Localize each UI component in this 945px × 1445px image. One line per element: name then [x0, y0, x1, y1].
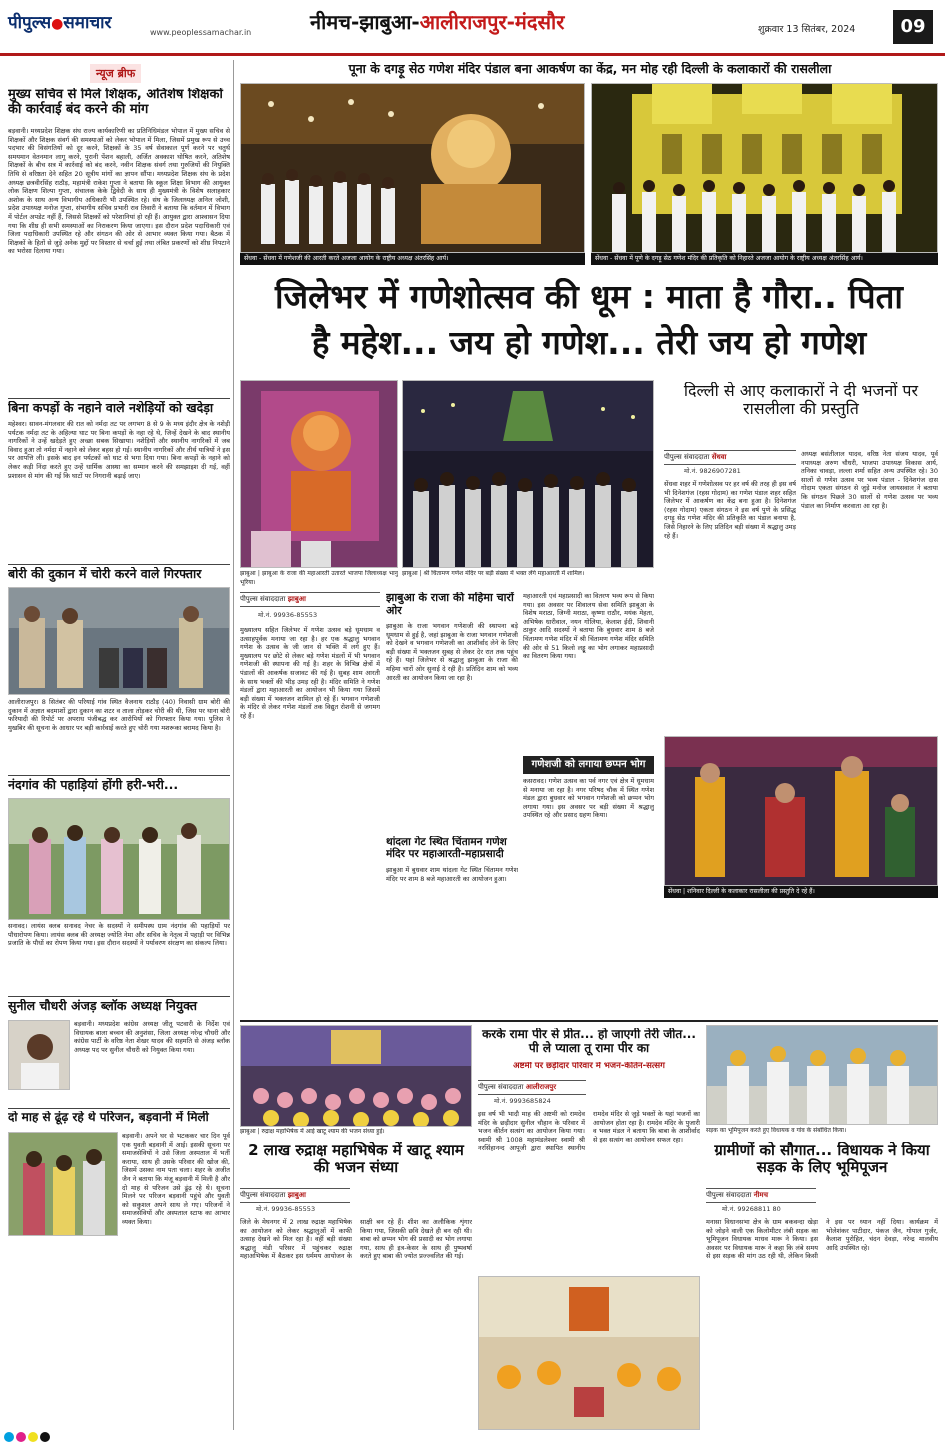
page-number: 09	[893, 10, 933, 44]
plantation-photo	[8, 798, 230, 920]
bottom-right-mobile: मो.नं. 99268811 80	[722, 1205, 781, 1213]
bottom-mid-byline: पीपुल्स संवाददाता आलीराजपुर	[478, 1080, 586, 1095]
mid-col3-head: गणेशजी को लगाया छप्पन भोग	[523, 756, 654, 774]
mid-col2b: झाबुआ में बुधवार शाम थांदला गेट स्थित चिंतामन गणेश मंदिर पर शाम 8 बजे महाआरती का आयोजन हुआ।	[386, 866, 518, 883]
temple-caption: सेंधवा - सेंधवा में पूणे के दगड़ू सेठ गणेश मंदिर की प्रतिकृति को निहारते अजजा आयोग के राष्ट्रीय अध्यक्ष अंतरसिंह आर्य।	[591, 253, 938, 265]
bottom-right-byline: पीपुल्स संवाददाता नीमच	[706, 1188, 816, 1203]
mid-col2-head: झाबुआ के राजा की महिमा चारों ओर	[386, 592, 514, 617]
issue-date: शुक्रवार 13 सितंबर, 2024	[758, 24, 856, 35]
bhajan-sandhya-headline: 2 लाख रुद्राक्ष महाभिषेक में खाटू श्याम की भजन संध्या	[248, 1142, 464, 1177]
top-story-headline: पूना के दगड़ू सेठ गणेश मंदिर पंडाल बना आकर्षण का केंद्र, मन मोह रही दिल्ली के कलाकारों की रासलीला	[348, 62, 832, 76]
family-photo	[8, 1132, 118, 1236]
registration-mark	[16, 1432, 26, 1442]
story-body-teachers: बड़वानी। मध्यप्रदेश शिक्षक संघ राज्य कार्यकारिणी का प्रतिनिधिमंडल भोपाल में मुख्य सचिव से शिक्षकों और शिक्षक संवर्ग की समस्याओं को लेकर भोपाल में मिला, जिसमें प्रमुख रूप से उच्च पदभार की विसंगतियों को दूर करने, शिक्षकों के 35 वर्ष सेवाकाल पूर्ण करने पर चतुर्थ समयमान वेतनमान लागू करने, पुरानी पेंशन बहाली, अर्जित अवकाश घोषित करने, अतिशेष शिक्षकों के बीच सत्र में कार्रवाई को बंद करने, नवीन शिक्षक संवर्ग तथा गुरुजियों की नियुक्ति तिथि से वरिष्ठता देने सहित 20 सूत्रीय मांगों का ज्ञापन सौंपा। मध्यप्रदेश शिक्षक संघ के प्रदेश अध्यक्ष छत्रवीरसिंह राठौड़, महामंत्री राकेश गुप्ता ने बताया कि स्कूल शिक्षा विभाग की आयुक्त लोक शिक्षण शिल्पा गुप्ता, संचालक केके द्विवेदी के साथ ही मुख्यमंत्री के विशेष सलाहकार अशोक के साथ अन्य विभागीय अधिकारी भी उपस्थित रहे। संघ के जिलाध्यक्ष अनिल जोशी, प्रदेश उपाध्यक्ष मनोज गुप्ता, संभागीय सचिव प्रभारी राव तिवारी ने बताया कि वर्तमान में विभाग में पोर्टल अपडेट नहीं हैं, जिससे शिक्षकों को परेशानियां हो रही हैं। आयुक्त द्वारा आश्वासन दिया गया कि शीघ्र ही सभी समस्याओं का निराकरण किया जाएगा। इस दौरान प्रदेश पदाधिकारी एवं जिला पदाधिकारी उपस्थित रहे और संगठन की ओर से आभार व्यक्त किया गया। बैठक में शिक्षकों के हितों से जुड़े अनेक मुद्दों पर विस्तार से चर्चा हुई तथा लंबित प्रकरणों को शीघ्र निपटाने का भरोसा दिलाया गया।	[8, 127, 230, 256]
raasleela-caption: सेंधवा | शनिवार दिल्ली के कलाकार रासलीला की प्रस्तुति दे रहे हैं।	[664, 886, 938, 898]
mid-col3: महाआरती एवं महाप्रसादी का वितरण भव्य रूप से किया गया। इस अवसर पर शिवालय सेवा समिति झाबुआ के विशेष मराठा, जिग्नी मराठा, कृष्णा राठौर, मयंक मेहता, अभिषेक धारीवाल, नयन गोलिया, केलाश ईदी, शिवानी ठाकुर आदि सदस्यों ने बताया कि बुधवार शाम 8 बजे चिंतामण गणेश मंदिर में श्री चिंतामण गणेश मंदिर समिति की ओर से 51 किलो लड्डू का भोग लगाकर महाप्रसादी का वितरण किया गया।	[523, 592, 654, 661]
right-story-headline: दिल्ली से आए कलाकारों ने दी भजनों पर रासलीला की प्रस्तुति	[683, 382, 919, 419]
jhabua-raja-caption: झाबुआ | झाबुआ के राजा की महाआरती उतारते भाजपा जिलाध्यक्ष भानु भूरिया।	[240, 570, 398, 586]
mid-col2b-head: थांदला गेट स्थित चिंतामन गणेश मंदिर पर महाआरती-महाप्रसादी	[386, 836, 507, 861]
registration-mark	[40, 1432, 50, 1442]
story-body-plantation: सनावद। लायंस क्लब सनावद नेचर के सदस्यों ने समीपस्थ ग्राम नंदगांव की पहाड़ियों पर पौधारोपण किया। लायंस क्लब की अध्यक्ष ज्योति नेमा और सचिव के नेतृत्व में पहाड़ी पर विभिन्न प्रजाति के पौधों का रोपण किया गया। इस दौरान सदस्यों ने पर्यावरण संरक्षण का संकल्प लिया।	[8, 922, 230, 948]
story-head-teachers: मुख्य सचिव से मिले शिक्षक, अतिशेष शिक्षकों की कार्रवाई बंद करने की मांग	[8, 88, 223, 117]
bhajan-sandhya-photo	[240, 1025, 472, 1127]
website-url: www.peoplessamachar.in	[150, 28, 252, 37]
aarti-photo	[240, 83, 585, 253]
temple-photo	[591, 83, 938, 253]
newspaper-logo: पीपुल्स●समाचार	[8, 13, 112, 33]
right-mobile: मो.नं. 9826907281	[684, 467, 741, 475]
raasleela-photo	[664, 736, 938, 886]
ramapir-headline: करके रामा पीर से प्रीत... हो जाएगी तेरी जीत... पी ले प्याला तू रामा पीर का	[482, 1028, 696, 1055]
bhoomipujan-headline: ग्रामीणों को सौगात... विधायक ने किया सड़क के लिए भूमिपूजन	[714, 1142, 930, 1177]
story-head-found: दो माह से ढूंढ़ रहे थे परिजन, बड़वानी में मिली	[8, 1111, 209, 1124]
bhoomipujan-body: मनासा विधानसभा क्षेत्र के ग्राम बकवन्दा खेड़ा को जोड़ने वाली एक किलोमीटर लंबी सड़क का भूमिपूजन विधायक माधव मारू ने किया। इस अवसर पर विधायक मारू ने कहा कि लंबे समय से इस सड़क की मांग उठ रही थी, लेकिन किसी ने इस पर ध्यान नहीं दिया। कार्यक्रम में भोलेशंकर पाटीदार, पंकज जैन, गोपाल गुर्जर, कैलाश पुरोहित, चंदन देवड़ा, नरेन्द्र मालवीय आदि उपस्थित रहे।	[706, 1218, 938, 1261]
right-col2: अध्यक्ष बसंतीलाल यादव, वरिष्ठ नेता संजय यादव, पूर्व नपाध्यक्ष अरुण चौधरी, भाजपा उपाध्यक्ष विकास आर्य, तनिका चावड़ा, लल्ला शर्मा सहित अन्य उपस्थित रहे। 30 सालों से गणेश उत्सव पर भव्य पंडाल - दिनेशगंज दास गोदाम एकता संगठन से जुड़े मनोज जायसवाल ने बताया कि संगठन पिछले 30 सालों से गणेश उत्सव पर भव्य पंडाल का निर्माण करवाता आ रहा है।	[801, 450, 938, 510]
mid-mobile: मो.नं. 99936-85553	[258, 611, 318, 619]
banner-headline-line1: जिलेभर में गणेशोत्सव की धूम : माता है गौरा.. पिता	[275, 278, 903, 316]
bhajan-sandhya-caption: झाबुआ | रुद्राक्ष महाभिषेक में आई खाटू श्याम की भजन संध्या हुई।	[240, 1128, 385, 1135]
bhoomipujan-caption: सड़क का भूमिपूजन करते हुए विधायक व गांव के संबोधित किया।	[706, 1127, 847, 1134]
news-brief-tag: न्यूज ब्रीफ	[90, 64, 141, 83]
bottom-left-mobile: मो.नं. 99936-85553	[256, 1205, 316, 1213]
column-divider	[233, 60, 234, 1430]
mid-col3b: कसरावद। गणेश उत्सव का पर्व नगर एवं क्षेत्र में धूमधाम से मनाया जा रहा है। नगर परिषद चौक में स्थित गणेश मंडल द्वारा बुधवार को भगवान गणेशजी को छप्पन भोग लगाया गया। इस अवसर पर बड़ी संख्या में श्रद्धालु उपस्थित रहे और प्रसाद ग्रहण किया।	[523, 777, 654, 820]
story-body-theft: आलीराजपुर। 8 सितंबर की परियाई गांव स्थित वैजनाथ राठौड़ (40) निवासी ग्राम बोरी की दुकान में अज्ञात बदमाशों द्वारा दुकान का शटर व ताला तोड़कर चोरी की थी, जिस पर थाना बोरी फरियादी की रिपोर्ट पर अपराध पंजीबद्ध कर आरोपियों को गिरफ्तार किया गया। पुलिस ने मुखबिर की सूचना के आधार पर बड़ी कार्रवाई करते हुए चोरी गया मशरूका बरामद किया है।	[8, 698, 230, 732]
bhajan-sandhya-body: जिले के मेघनगर में 2 लाख रुद्राक्ष महाभिषेक का आयोजन को लेकर श्रद्धालुओं में काफी उत्साह देखने को मिल रहा है। वहीं बड़ी संख्या श्रद्धालु मंडी परिसर में पहुंचकर रुद्राक्ष महाअभिषेक में बैठकर इस धर्ममय आयोजन के साक्षी बन रहे हैं। शीश का अलौकिक शृंगार किया गया, जिसकी छवि देखते ही बन रही थी। बाबा को छप्पन भोग की प्रसादी का भोग लगाया गया, साथ ही इत्र-केसर के साथ ही पुष्पवर्षा करते हुए बाबा की ज्योत प्रज्ज्वलित की गई।	[240, 1218, 472, 1261]
ramapir-subhead: अष्टमी पर छड़ीदार परिवार में भजन-कीर्तन-सत्संग	[513, 1062, 665, 1071]
aarti-caption: सेंधवा - सेंधवा में गणेशजी की आरती करते अजजा आयोग के राष्ट्रीय अध्यक्ष अंतरसिंह आर्य।	[240, 253, 585, 265]
satsang-photo	[478, 1276, 700, 1430]
story-body-appointment: बड़वानी। मध्यप्रदेश कांग्रेस अध्यक्ष जीतू पटवारी के निर्देश एवं विधायक बाला बच्चन की अनुशंसा, जिला अध्यक्ष नरेन्द्र चौधरी और कांग्रेस पार्टी के वरिष्ठ नेता शेखर यादव की सहमति से अंजड़ ब्लॉक अध्यक्ष पद पर सुनील चौधरी को नियुक्त किया गया।	[74, 1020, 230, 1054]
portrait-photo	[8, 1020, 70, 1090]
edition-title: नीमच-झाबुआ-आलीराजपुर-मंदसौर	[310, 10, 565, 34]
bhoomipujan-photo	[706, 1025, 938, 1125]
story-head-plantation: नंदगांव की पहाड़ियां होंगी हरी-भरी...	[8, 778, 179, 792]
banner-headline-line2: है महेश... जय हो गणेश... तेरी जय हो गणेश	[311, 324, 867, 362]
police-photo	[8, 587, 230, 695]
story-body-found: बड़वानी। अपने घर से भटककर चार दिन पूर्व एक युवती बड़वानी में आई। इसकी सूचना पर समाजसेवियों ने उसे जिला अस्पताल में भर्ती कराया, साथ ही उसके परिवार की खोज की, जिसमें उसका नाम पता चला। शहर के अजीत जैन ने बताया कि मंजू बड़वानी में मिली है और दो माह से परिजन उसे ढूंढ़ रहे थे। सूचना मिलने पर परिजन बड़वानी पहुंचे और युवती को सकुशल अपने साथ ले गए। परिजनों ने समाजसेवियों और अस्पताल स्टाफ का आभार व्यक्त किया।	[122, 1132, 230, 1226]
story-head-nasheri: बिना कपड़ों के नहाने वाले नशेड़ियों को खदेड़ा	[8, 401, 214, 415]
bottom-mid-mobile: मो.नं. 9993685824	[494, 1097, 551, 1105]
registration-mark	[4, 1432, 14, 1442]
registration-mark	[28, 1432, 38, 1442]
right-byline: पीपुल्स संवाददाता सेंधवा	[664, 450, 796, 465]
story-head-theft: बोरी की दुकान में चोरी करने वाले गिरफ्तार	[8, 567, 202, 581]
jhabua-raja-photo	[240, 380, 398, 568]
story-head-appointment: सुनील चौधरी अंजड़ ब्लॉक अध्यक्ष नियुक्त	[8, 999, 197, 1013]
ramapir-body: इस वर्ष भी भादौ माह की अष्टमी को रामदेव मंदिर के छड़ीदार सुनील चौहान के परिवार में भजन कीर्तन सत्संग का आयोजन किया गया। स्वामी श्री 1008 महामंडलेश्वर स्वामी श्री नरसिंहानन्द आपूजी द्वारा स्थापित स्थानीय रामदेव मंदिर से जुड़े भक्तों के यहां भजनों का आयोजन होता रहा है। रामदेव मंदिर के पुजारी व भक्त मंडल ने बताया कि बाबा के आशीर्वाद से इस सत्संग का आयोजन सफल रहा।	[478, 1110, 700, 1153]
story-body-nasheri: महेश्वर। सावन-मंगलवार की रात को नर्मदा तट पर लगभग 8 से 9 के मध्य इंदौर क्षेत्र के नशेड़ी पर्यटक नर्मदा तट के अहिल्या घाट पर बिना कपड़ों के नहा रहे थे, जिन्हें देखने के बाद स्थानीय नागरिकों ने उन्हें खदेड़ते हुए अच्छा सबक सिखाया। नशेड़ियों और स्थानीय नागरिकों में जब विवाद हुआ तो नर्मदा में नहाने को लेकर बहस हो गई। स्थानीय नागरिकों और तीर्थ यात्रियों ने इस पर आपत्ति ली। इसके बाद इन पर्यटकों को घाट से भगा दिया गया। बिना कपड़ों के नहाने को लेकर कड़ी निंदा करते हुए उन्हें धार्मिक आस्था का सम्मान करने की समझाइश दी गई, वहीं प्रशासन से मांग की गई कि घाटों पर निगरानी बढ़ाई जाए।	[8, 420, 230, 480]
mid-col1: मुख्यालय सहित जिलेभर में गणेश उत्सव बड़े धूमधाम व उत्साहपूर्वक मनाया जा रहा है। हर एक श्रद्धालु भगवान गणेश के उत्सव के जी जान से भक्ति में लगे हुए हैं। मुख्यालय पर छोटे से लेकर बड़े गणेश मंडलों में भी भगवान गणेशजी की स्थापना की गई है। शहर के विभिन्न क्षेत्रों में पंडालों की आकर्षक सजावट की गई है। सुबह शाम आरती के साथ भक्तों की भीड़ उमड़ रही है। मंदिर समिति ने गणेश मंडलों द्वारा महाआरती का आयोजन भी किया गया जिसमें बड़ी संख्या में भक्तजन शामिल हो रहे हैं। भगवान गणेशजी के मंदिर से लेकर गणेश मंडलों तक विद्युत रोशनी से जगमग रहे हैं।	[240, 626, 380, 720]
bottom-left-byline: पीपुल्स संवाददाता झाबुआ	[240, 1188, 350, 1203]
right-col1: सेंधवा शहर में गणेशोत्सव पर हर वर्ष की तरह ही इस वर्ष भी दिनेशगंज (रहस गोदाम) का गणेश पंडाल शहर सहित जिलेभर में आकर्षण का केंद्र बना हुआ है। दिनेशगंज (रहस गोदाम) एकता संगठन ने इस वर्ष पुणे के प्रसिद्ध दगड़ू सेठ गणेश मंदिर की प्रतिकृति का पंडाल बनाया है, जिसे निहारने के लिए प्रतिदिन बड़ी संख्या में श्रद्धालु उमड़ रहे हैं।	[664, 480, 796, 540]
mid-byline: पीपुल्स संवाददाता झाबुआ	[240, 592, 380, 607]
chintaman-caption: झाबुआ | श्री चिंतामण गणेश मंदिर पर बड़ी संख्या में भक्त लेंगे महाआरती में शामिल।	[402, 570, 585, 577]
chintaman-crowd-photo	[402, 380, 654, 568]
mid-col2: झाबुआ के राजा भगवान गणेशजी की स्थापना बड़े धूमधाम से हुई है, जहां झाबुआ के राजा भगवान गणेशजी को देखने व भगवान गणेशजी का आशीर्वाद लेने के लिए बड़ी संख्या में भक्तजन सुबह से लेकर देर रात तक पहुंच रहे हैं। यहां जिलेभर से श्रद्धालु झाबुआ के राजा की महिमा चारों ओर सुनाई दे रही है। प्रतिदिन शाम को भव्य आरती का आयोजन किया जा रहा है।	[386, 622, 518, 682]
